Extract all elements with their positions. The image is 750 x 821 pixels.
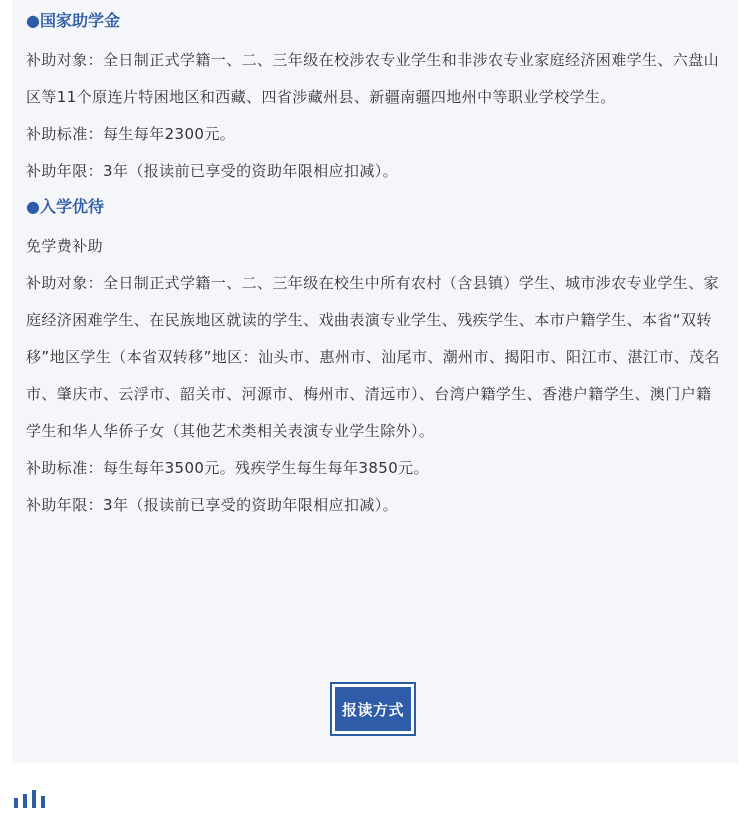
- section-admission-benefits: [26, 196, 726, 524]
- apply-method-button[interactable]: 报读方式: [335, 687, 411, 731]
- paragraph: 免学费补助: [26, 237, 104, 255]
- paragraph: 补助年限：3年（报读前已享受的资助年限相应扣减）。: [26, 162, 399, 180]
- section-financial-aid: [26, 10, 726, 190]
- paragraph: 补助标准：每生每年2300元。: [26, 125, 236, 143]
- section-title: ●入学优待: [26, 197, 104, 216]
- paragraph: 补助对象：全日制正式学籍一、二、三年级在校涉农专业学生和非涉农专业家庭经济困难学生、六盘山区等11个原连片特困地区和西藏、四省涉藏州县、新疆南疆四地州中等职业学校学生。: [26, 51, 720, 106]
- apply-method-button-frame: [330, 682, 416, 736]
- bar-chart-icon: [14, 790, 46, 808]
- paragraph: 补助年限：3年（报读前已享受的资助年限相应扣减）。: [26, 496, 399, 514]
- paragraph: 补助对象：全日制正式学籍一、二、三年级在校生中所有农村（含县镇）学生、城市涉农专业学生、家庭经济困难学生、在民族地区就读的学生、戏曲表演专业学生、残疾学生、本市户籍学生、本省“双转移”地区学生（本省双转移”地区：汕头市、惠州市、汕尾市、潮州市、揭阳市、阳江市、湛江市、茂名市、肇庆市、云浮市、韶关市、河源市、梅州市、清远市）、台湾户籍学生、香港户籍学生、澳门户籍学生和华人华侨子女（其他艺术类相关表演专业学生除外）。: [26, 274, 720, 440]
- section-title: ●国家助学金: [26, 11, 120, 30]
- paragraph: 补助标准：每生每年3500元。残疾学生每生每年3850元。: [26, 459, 429, 477]
- content-panel: [12, 0, 738, 763]
